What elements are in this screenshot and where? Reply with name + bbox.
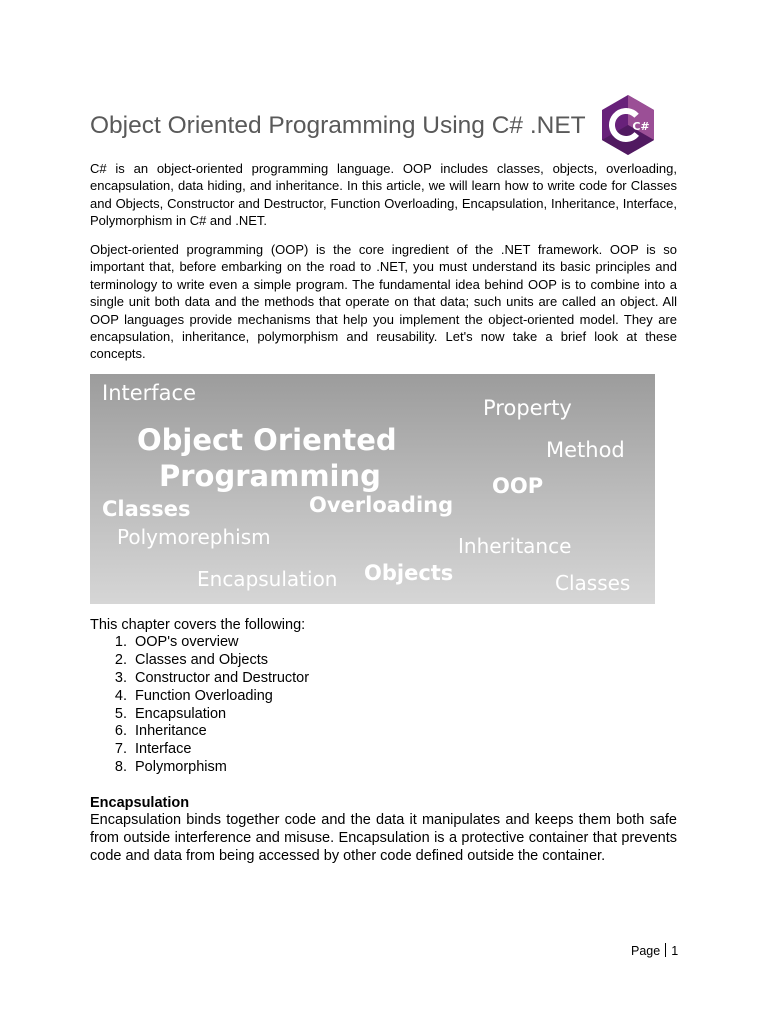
list-item-number: 6.: [114, 723, 127, 740]
list-item-number: 4.: [114, 687, 127, 704]
cloud-word: Polymorephism: [117, 525, 271, 549]
cloud-word: Classes: [102, 497, 191, 521]
cloud-word: Programming: [159, 459, 381, 493]
section-heading: Encapsulation: [90, 795, 190, 811]
list-item: [90, 723, 309, 741]
word-cloud-image: [90, 374, 655, 604]
list-item-label: Interface: [135, 741, 192, 758]
cloud-word: Interface: [102, 381, 197, 405]
footer-divider: [665, 943, 666, 957]
list-item-label: Encapsulation: [135, 705, 227, 722]
section-body: Encapsulation binds together code and the data it manipulates and keeps them both safe from outside interference and misuse. Encapsulation is a protective container that prevents code and data from being accessed by other code defined outside the container.: [90, 812, 677, 864]
list-item-label: Function Overloading: [135, 687, 273, 704]
logo-text: C#: [632, 120, 650, 133]
csharp-logo-icon: [600, 94, 656, 156]
cloud-word: Overloading: [309, 493, 454, 517]
list-item-label: Constructor and Destructor: [135, 669, 310, 686]
cloud-word: Objects: [364, 561, 454, 585]
page-number: 1: [671, 944, 679, 958]
page-label: Page: [631, 944, 661, 958]
list-item-number: 2.: [114, 651, 127, 668]
list-item-number: 5.: [114, 705, 127, 722]
page-title: Object Oriented Programming Using C# .NET: [90, 112, 586, 139]
list-item: [90, 741, 309, 759]
list-item: [90, 688, 309, 706]
cloud-word: Classes: [555, 571, 631, 595]
list-item-number: 1.: [114, 634, 127, 650]
page-footer: [631, 943, 678, 958]
list-item-number: 7.: [114, 741, 127, 758]
intro-paragraph: C# is an object-oriented programming language. OOP includes classes, objects, overloading, encapsulation, data hiding, and inheritance. In this article, we will learn how to write code for Classes and Objects, Constructor and Destructor, Function Overloading, Encapsulation, Inheritance, Interface, Polymorphism in C# and .NET.: [90, 161, 677, 229]
list-item-label: Inheritance: [135, 723, 207, 740]
chapter-list: [90, 634, 309, 777]
list-item-label: Polymorphism: [135, 759, 227, 776]
list-item-label: Classes and Objects: [135, 651, 268, 668]
list-item-label: OOP's overview: [135, 634, 239, 650]
cloud-word: Property: [483, 396, 572, 420]
cloud-word: Object Oriented: [137, 423, 397, 457]
list-item: [90, 759, 309, 777]
title-row: [90, 94, 680, 158]
cloud-word: Inheritance: [458, 534, 572, 558]
list-item: [90, 634, 309, 652]
list-item: [90, 706, 309, 724]
list-item: [90, 652, 309, 670]
list-item: [90, 670, 309, 688]
oop-paragraph: Object-oriented programming (OOP) is the core ingredient of the .NET framework. OOP is so important that, before embarking on the road to .NET, you must understand its basic principles and terminology to write even a simple program. The fundamental idea behind OOP is to combine into a single unit both data and the methods that operate on that data; such units are called an object. All OOP languages provide mechanisms that help you implement the object-oriented model. They are encapsulation, inheritance, polymorphism and reusability. Let's now take a brief look at these concepts.: [90, 242, 677, 362]
list-item-number: 8.: [114, 759, 127, 776]
list-item-number: 3.: [114, 669, 127, 686]
cloud-word: Encapsulation: [197, 567, 338, 591]
cloud-word: OOP: [492, 474, 544, 498]
chapter-intro: This chapter covers the following:: [90, 617, 306, 633]
cloud-word: Method: [546, 438, 625, 462]
